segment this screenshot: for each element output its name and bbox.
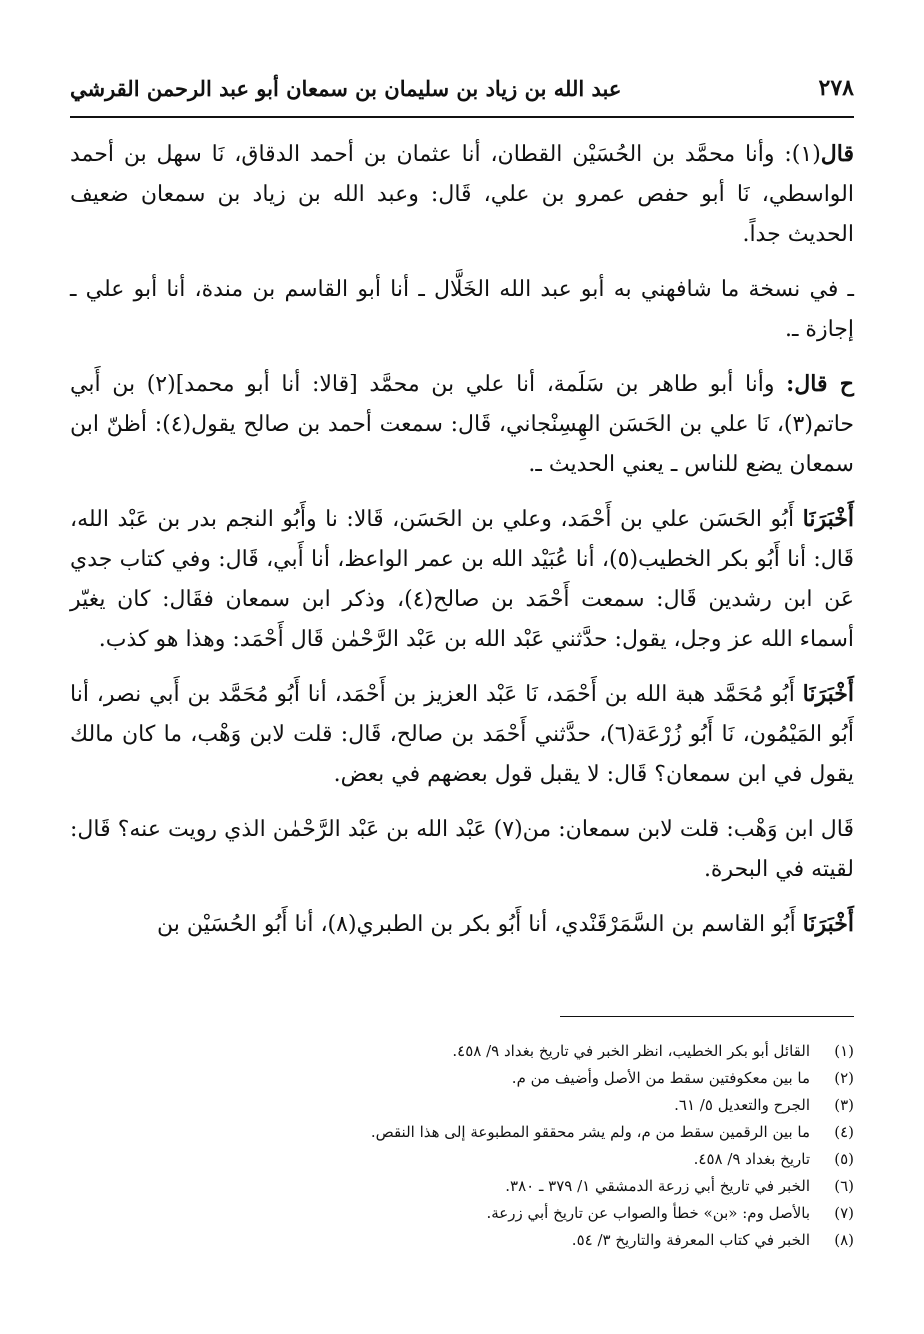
paragraph-lead: أَخْبَرَنَا (802, 681, 854, 707)
footnote-number: (٧) (834, 1204, 854, 1222)
footnote-text: الخبر في كتاب المعرفة والتاريخ ٣/ ٥٤. (571, 1231, 810, 1249)
footnote-text: القائل أبو بكر الخطيب، انظر الخبر في تاريخ بغداد ٩/ ٤٥٨. (452, 1042, 810, 1060)
paragraph-text: قَال ابن وَهْب: قلت لابن سمعان: من(٧) عَبْد الله بن عَبْد الرَّحْمٰن الذي رويت عنه؟ قَال: لقيته في البحرة. (70, 817, 855, 882)
footnotes (70, 1038, 854, 1254)
footnote-number: (٢) (834, 1069, 854, 1087)
paragraph-text: وأنا أبو طاهر بن سَلَمة، أنا علي بن محمَّد [قالا: أنا أبو محمد](٢) بن أَبي حاتم(٣)، نَا علي بن الحَسَن الهِسِنْجاني، قَال: سمعت أحمد بن صالح يقول(٤): أظنّ ابن سمعان يضع للناس ـ يعني الحديث ـ. (70, 372, 854, 477)
paragraph (70, 364, 854, 485)
paragraph (70, 499, 854, 660)
footnote-text: بالأصل وم: «بن» خطأ والصواب عن تاريخ أبي زرعة. (486, 1204, 810, 1222)
main-text (70, 134, 854, 959)
paragraph-text: (١): وأنا محمَّد بن الحُسَيْن القطان، أنا عثمان بن أحمد الدقاق، نَا سهل بن أحمد الواسطي، نَا أبو حفص عمرو بن علي، قَال: وعبد الله بن زياد بن سمعان ضعيف الحديث جداً. (70, 142, 854, 247)
footnote (70, 1227, 854, 1254)
header-rule (70, 116, 854, 118)
page-header (70, 66, 854, 110)
footnote-number: (٨) (834, 1231, 854, 1249)
running-title: عبد الله بن زياد بن سليمان بن سمعان أبو عبد الرحمن القرشي (70, 75, 622, 101)
paragraph (70, 134, 854, 255)
footnote-text: ما بين الرقمين سقط من م، ولم يشر محققو المطبوعة إلى هذا النقص. (370, 1123, 810, 1141)
footnote-number: (٣) (834, 1096, 854, 1114)
paragraph-lead: أَخْبَرَنَا (802, 911, 854, 937)
footnote (70, 1119, 854, 1146)
page-number: ٢٧٨ (818, 75, 854, 101)
paragraph-lead: أَخْبَرَنَا (802, 506, 854, 532)
paragraph-lead: قال (820, 141, 854, 167)
footnote-text: الخبر في تاريخ أبي زرعة الدمشقي ١/ ٣٧٩ ـ ٣٨٠. (505, 1177, 810, 1195)
footnote-number: (٥) (834, 1150, 854, 1168)
footnote-number: (٤) (834, 1123, 854, 1141)
footnote (70, 1146, 854, 1173)
paragraph (70, 269, 854, 350)
paragraph (70, 674, 854, 795)
footnote-number: (١) (834, 1042, 854, 1060)
footnote (70, 1173, 854, 1200)
paragraph (70, 809, 854, 890)
footnote-separator (560, 1016, 854, 1017)
footnote (70, 1038, 854, 1065)
paragraph-text: أَبُو الحَسَن علي بن أَحْمَد، وعلي بن الحَسَن، قَالا: نا وأَبُو النجم بدر بن عَبْد الله، قَال: أنا أَبُو بكر الخطيب(٥)، أنا عُبَيْد الله بن عمر الواعظ، أنا أَبي، قَال: وفي كتاب جدي عَن ابن رشدين قَال: سمعت أَحْمَد بن صالح(٤)، وذكر ابن سمعان فقَال: كان يغيّر أسماء الله عز وجل، يقول: حدَّثني عَبْد الله بن عَبْد الرَّحْمٰن قَال أَحْمَد: وهذا هو كذب. (70, 507, 855, 652)
footnote (70, 1200, 854, 1227)
footnote-text: الجرح والتعديل ٥/ ٦١. (674, 1096, 810, 1114)
paragraph-text: أَبُو القاسم بن السَّمَرْقَنْدي، أنا أَبُو بكر بن الطبري(٨)، أنا أَبُو الحُسَيْن بن (157, 912, 803, 937)
footnote (70, 1092, 854, 1119)
paragraph (70, 904, 854, 945)
paragraph-lead: ح قال: (786, 371, 854, 397)
footnote-number: (٦) (834, 1177, 854, 1195)
footnote-text: تاريخ بغداد ٩/ ٤٥٨. (693, 1150, 810, 1168)
paragraph-text: ـ في نسخة ما شافهني به أبو عبد الله الخَلَّال ـ أنا أبو القاسم بن مندة، أنا أبو علي ـ إجازة ـ. (70, 277, 854, 342)
footnote-text: ما بين معكوفتين سقط من الأصل وأضيف من م. (511, 1069, 810, 1087)
paragraph-text: أَبُو مُحَمَّد هبة الله بن أَحْمَد، نَا عَبْد العزيز بن أَحْمَد، أنا أَبُو مُحَمَّد بن أَبي نصر، أنا أَبُو المَيْمُون، نَا أَبُو زُرْعَة(٦)، حدَّثني أَحْمَد بن صالح، قَال: قلت لابن وَهْب، ما كان مالك يقول في ابن سمعان؟ قَال: لا يقبل قول بعضهم في بعض. (70, 682, 854, 787)
footnote (70, 1065, 854, 1092)
